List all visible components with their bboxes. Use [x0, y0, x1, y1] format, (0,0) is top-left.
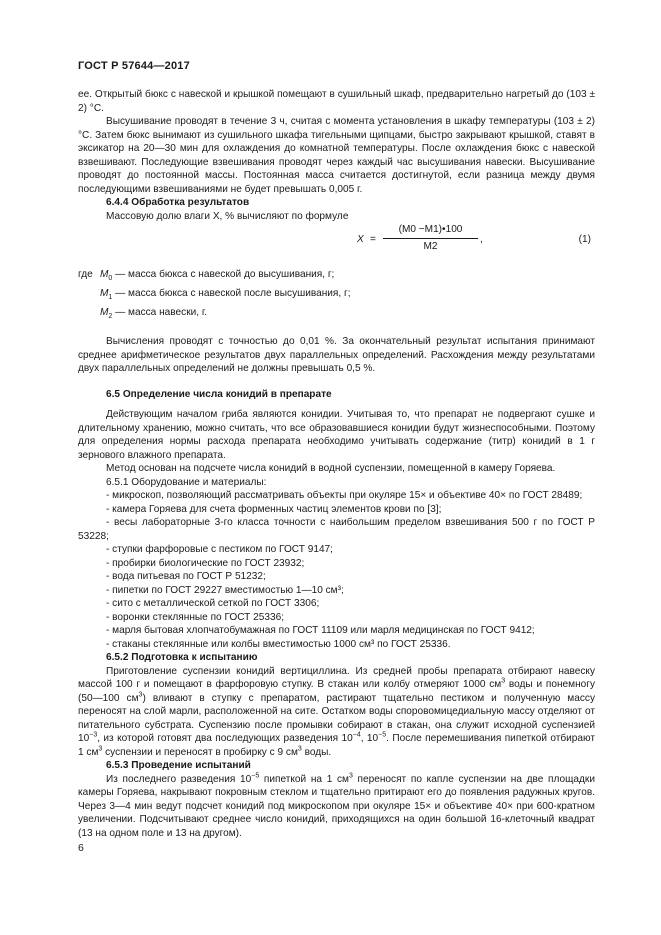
paragraph: Метод основан на подсчете числа конидий в водной суспензии, помещенной в камеру Горяева.	[106, 463, 556, 474]
legend-lead: где	[78, 268, 93, 280]
list-item: - пробирки биологические по ГОСТ 23932;	[106, 557, 305, 569]
formula-fraction	[383, 223, 478, 253]
legend-row	[78, 284, 595, 303]
list-item: - марля бытовая хлопчатобумажная по ГОСТ 11109 или марля медицинская по ГОСТ 9412;	[106, 625, 535, 636]
formula-1	[78, 223, 595, 263]
paragraph: Высушивание проводят в течение 3 ч, считая с момента установления в шкафу температуры (103 ± 2) °С. Затем бюкс вынимают из сушильного шкафа тигельными щипцами, быстро закрывают крышкой, ставят в эксикатор на 20—30 мин для охлаждения до комнатной температуры. После охлаждения бюкс с навеской взвешивают. Последующие взвешивания проводят через каждый час высушивания навески. Высушивание проводят до постоянной массы. Постоянная масса считается достигнутой, если разница между двумя последующими взвешиваниями не будет превышать 0,005 г.	[78, 116, 595, 195]
section-heading-6-5-2: 6.5.2 Подготовка к испытанию	[106, 652, 258, 663]
list-item: - сито с металлической сеткой по ГОСТ 3306;	[106, 598, 320, 609]
formula-tail: ,	[480, 234, 483, 245]
paragraph: Массовую долю влаги X, % вычисляют по формуле	[106, 210, 349, 222]
paragraph: ее. Открытый бюкс с навеской и крышкой помещают в сушильный шкаф, предварительно нагретый до (103 ± 2) °С.	[78, 89, 595, 114]
section-heading-6-5-3: 6.5.3 Проведение испытаний	[106, 760, 251, 771]
paragraph: 6.5.1 Оборудование и материалы:	[106, 476, 267, 488]
legend-symbol: M	[100, 306, 109, 318]
legend-symbol: M	[100, 287, 109, 299]
list-item: - весы лабораторные 3-го класса точности с наибольшим пределом взвешивания 500 г по ГОСТ Р 53228;	[78, 517, 595, 542]
legend-text: — масса бюкса с навеской до высушивания, г;	[112, 268, 335, 280]
paragraph: Вычисления проводят с точностью до 0,01 %. За окончательный результат испытания принимают среднее арифметическое результатов двух параллельных определений. Расхождения между результатами двух параллельных определений не должны превышать 0,5 %.	[78, 336, 595, 374]
section-heading-6-4-4: 6.4.4 Обработка результатов	[106, 197, 250, 208]
list-item: - вода питьевая по ГОСТ Р 51232;	[106, 571, 266, 582]
list-item: - микроскоп, позволяющий рассматривать объекты при окуляре 15× и объективе 40× по ГОСТ 28489;	[106, 490, 583, 501]
legend-row	[78, 265, 595, 284]
formula-legend	[78, 265, 595, 322]
list-item: - камера Горяева для счета форменных частиц элементов крови по [3];	[106, 503, 442, 515]
formula-denominator: M2	[423, 240, 438, 252]
legend-subscript: 2	[108, 312, 113, 320]
formula-number: (1)	[578, 234, 591, 245]
legend-text: — масса бюкса с навеской после высушивания, г;	[112, 287, 351, 299]
list-item: - пипетки по ГОСТ 29227 вместимостью 1—10 см³;	[106, 584, 344, 596]
formula-equals: =	[370, 234, 376, 245]
formula-lhs: X	[357, 234, 364, 245]
document-body	[78, 88, 595, 840]
formula-numerator: (M0 −M1)•100	[383, 223, 478, 239]
paragraph: Приготовление суспензии конидий вертициллина. Из средней пробы препарата отбирают навеску массой 100 г и помещают в фарфоровую ступку. В стакан или колбу отмеряют 1000 $см^3$ воды и понемногу (50—100 $см^3$) вливают в ступку с препаратом, растирают тщательно пестиком и полученную массу переносят на слой марли, расположенной на сите. Остатком воды споровомицедиальную массу отделяют от питательного субстрата. Суспензию после промывки собирают в стакан, она служит исходной суспензией $10^{-3}$, из которой готовят два последующих разведения $10^{-4}$, $10^{-5}$. После перемешивания пипеткой отбирают 1 $см^3$ суспензии и переносят в пробирку с 9 $см^3$ воды.	[78, 665, 595, 758]
section-heading-6-5: 6.5 Определение числа конидий в препарате	[106, 388, 332, 400]
legend-symbol: M	[100, 268, 109, 280]
list-item: - воронки стеклянные по ГОСТ 25336;	[106, 611, 284, 623]
paragraph: Из последнего разведения $10^{-5}$ пипеткой на 1 $см^3$ переносят по капле суспензии на две площадки камеры Горяева, накрывают покровным стеклом и тщательно притирают его до появления радужных кругов. Через 3—4 мин ведут подсчет конидий под микроскопом при окуляре 15× и объективе 40× при 600-кратном увеличении. Подсчитывают среднее число конидий, приходящихся на один большой 16-клеточный квадрат (13 на одном поле и 13 на другом).	[78, 772, 595, 839]
legend-subscript: 0	[108, 274, 113, 282]
page-number: 6	[78, 842, 84, 854]
list-item: - ступки фарфоровые с пестиком по ГОСТ 9147;	[106, 544, 333, 555]
legend-row	[78, 303, 595, 322]
legend-subscript: 1	[108, 293, 113, 301]
document-header: ГОСТ Р 57644—2017	[78, 60, 190, 72]
paragraph: Действующим началом гриба являются конидии. Учитывая то, что препарат не подвергают сушке и длительному хранению, можно считать, что все образовавшиеся конидии будут жизнеспособными. Поэтому для определения нормы расхода препарата необходимо учитывать содержание (титр) конидий в 1 г зернового влажного препарата.	[78, 409, 595, 461]
list-item: - стаканы стеклянные или колбы вместимостью 1000 см³ по ГОСТ 25336.	[106, 638, 451, 650]
legend-text: — масса навески, г.	[112, 306, 208, 318]
